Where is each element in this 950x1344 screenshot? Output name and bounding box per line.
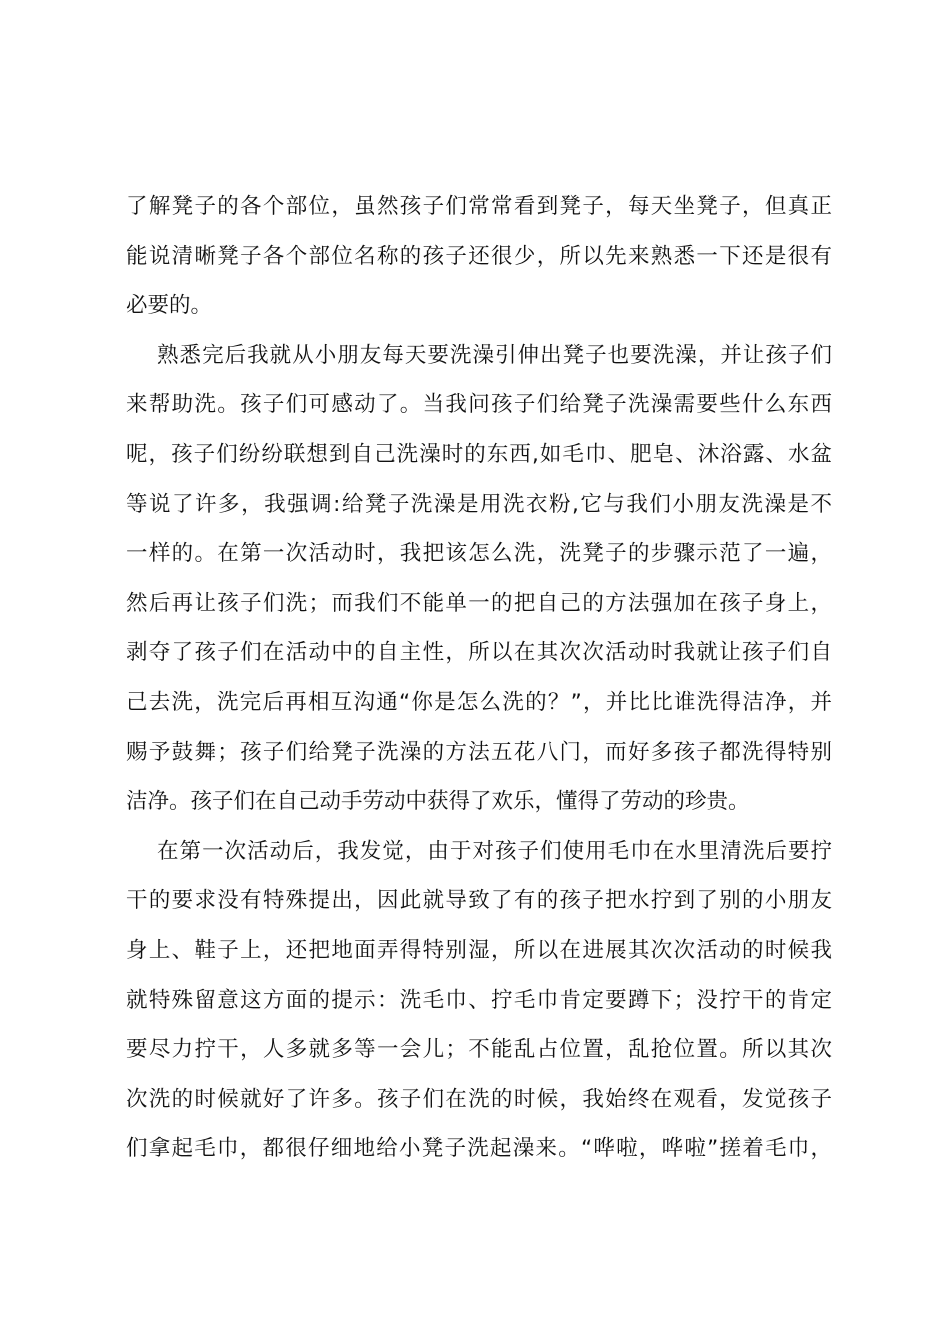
body-text (126, 182, 832, 1174)
text-line: 要尽力拧干，人多就多等一会儿；不能乱占位置，乱抢位置。所以其次 (126, 1037, 832, 1063)
text-line: 在第一次活动后，我发觉，由于对孩子们使用毛巾在水里清洗后要拧 (157, 838, 832, 864)
text-line: 剥夺了孩子们在活动中的自主性，所以在其次次活动时我就让孩子们自 (126, 640, 832, 666)
text-line: 了解凳子的各个部位，虽然孩子们常常看到凳子，每天坐凳子，但真正 (126, 194, 832, 219)
text-line: 赐予鼓舞；孩子们给凳子洗澡的方法五花八门，而好多孩子都洗得特别 (126, 739, 832, 765)
text-line: 然后再让孩子们洗；而我们不能单一的把自己的方法强加在孩子身上， (126, 590, 832, 616)
text-line: 等说了许多，我强调:给凳子洗澡是用洗衣粉,它与我们小朋友洗澡是不 (126, 491, 832, 517)
text-line: 次洗的时候就好了许多。孩子们在洗的时候，我始终在观看，发觉孩子 (126, 1086, 832, 1112)
text-line: 来帮助洗。孩子们可感动了。当我问孩子们给凳子洗澡需要些什么东西 (126, 392, 832, 418)
text-line: 熟悉完后我就从小朋友每天要洗澡引伸出凳子也要洗澡，并让孩子们 (157, 342, 832, 368)
text-line: 己去洗，洗完后再相互沟通“你是怎么洗的？”，并比比谁洗得洁净，并 (126, 689, 832, 715)
text-line: 们拿起毛巾，都很仔细地给小凳子洗起澡来。“哗啦，哗啦”搓着毛巾， (126, 1136, 832, 1162)
text-line: 一样的。在第一次活动时，我把该怎么洗，洗凳子的步骤示范了一遍， (126, 541, 832, 567)
text-line: 必要的。 (126, 293, 213, 319)
text-line: 干的要求没有特殊提出，因此就导致了有的孩子把水拧到了别的小朋友 (126, 888, 832, 914)
text-line: 身上、鞋子上，还把地面弄得特别湿，所以在进展其次次活动的时候我 (126, 937, 832, 963)
text-line: 呢，孩子们纷纷联想到自己洗澡时的东西,如毛巾、肥皂、沐浴露、水盆 (126, 441, 832, 467)
text-line: 就特殊留意这方面的提示：洗毛巾、拧毛巾肯定要蹲下；没拧干的肯定 (126, 987, 832, 1013)
text-line: 能说清晰凳子各个部位名称的孩子还很少，所以先来熟悉一下还是很有 (126, 243, 832, 269)
text-line: 洁净。孩子们在自己动手劳动中获得了欢乐，懂得了劳动的珍贵。 (126, 789, 750, 815)
